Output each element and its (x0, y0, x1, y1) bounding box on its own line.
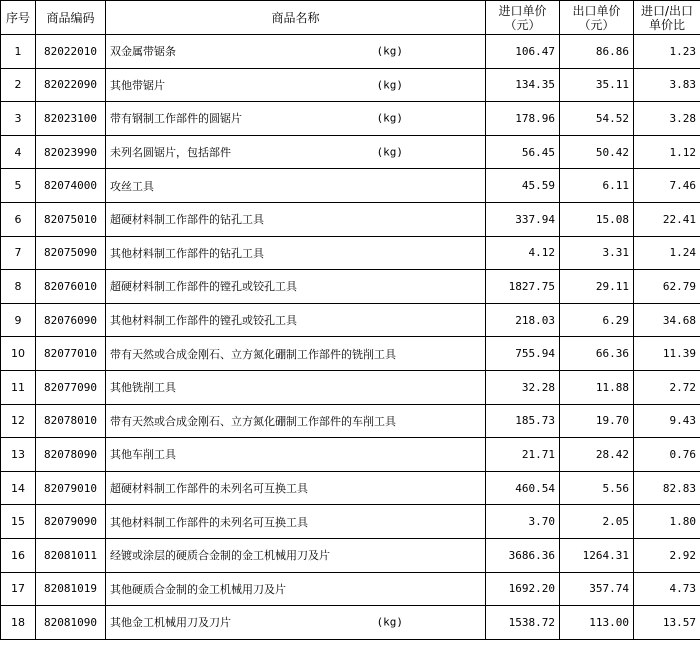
row-name (106, 236, 486, 270)
row-name-text: 其他金工机械用刀及刀片 (110, 616, 231, 630)
table-row (1, 370, 700, 404)
row-import-price: 1538.72 (486, 606, 560, 640)
table-row (1, 135, 700, 169)
row-code: 82078010 (36, 404, 106, 438)
row-name (106, 572, 486, 606)
row-export-price: 1264.31 (560, 538, 634, 572)
table-row (1, 68, 700, 102)
row-code: 82023990 (36, 135, 106, 169)
row-export-price: 2.05 (560, 505, 634, 539)
row-export-price: 3.31 (560, 236, 634, 270)
row-name-text: 其他车削工具 (110, 448, 176, 462)
row-ratio: 2.72 (634, 370, 700, 404)
row-index: 4 (1, 135, 36, 169)
row-export-price: 28.42 (560, 438, 634, 472)
row-ratio: 3.83 (634, 68, 700, 102)
row-import-price: 3686.36 (486, 538, 560, 572)
row-export-price: 66.36 (560, 337, 634, 371)
row-name-text: 未列名圆锯片，包括部件 (110, 146, 231, 160)
header-ratio: 进口/出口 单价比 (634, 1, 700, 35)
table-row (1, 471, 700, 505)
row-code: 82022010 (36, 35, 106, 69)
row-unit: (kg) (376, 78, 403, 92)
row-index: 11 (1, 370, 36, 404)
row-name (106, 303, 486, 337)
row-index: 15 (1, 505, 36, 539)
row-import-price: 4.12 (486, 236, 560, 270)
row-export-price: 113.00 (560, 606, 634, 640)
table-header-row (1, 1, 700, 35)
row-code: 82076090 (36, 303, 106, 337)
row-ratio: 7.46 (634, 169, 700, 203)
row-code: 82081019 (36, 572, 106, 606)
row-import-price: 755.94 (486, 337, 560, 371)
row-name (106, 35, 486, 69)
table-row (1, 505, 700, 539)
row-name-text: 带有天然或合成金刚石、立方氮化硼制工作部件的铣削工具 (110, 347, 396, 361)
row-name (106, 606, 486, 640)
row-import-price: 1692.20 (486, 572, 560, 606)
row-name (106, 438, 486, 472)
row-export-price: 50.42 (560, 135, 634, 169)
row-index: 10 (1, 337, 36, 371)
row-import-price: 3.70 (486, 505, 560, 539)
row-name-text: 超硬材料制工作部件的镗孔或铰孔工具 (110, 280, 297, 294)
header-code: 商品编码 (36, 1, 106, 35)
header-index: 序号 (1, 1, 36, 35)
row-code: 82076010 (36, 270, 106, 304)
row-ratio: 3.28 (634, 102, 700, 136)
row-import-price: 106.47 (486, 35, 560, 69)
row-index: 7 (1, 236, 36, 270)
row-code: 82077090 (36, 370, 106, 404)
row-name (106, 538, 486, 572)
row-code: 82079090 (36, 505, 106, 539)
row-import-price: 460.54 (486, 471, 560, 505)
row-ratio: 0.76 (634, 438, 700, 472)
row-import-price: 134.35 (486, 68, 560, 102)
row-code: 82081011 (36, 538, 106, 572)
row-unit: (kg) (376, 44, 403, 58)
row-export-price: 15.08 (560, 202, 634, 236)
row-name-text: 其他带锯片 (110, 78, 165, 92)
row-index: 9 (1, 303, 36, 337)
row-ratio: 1.12 (634, 135, 700, 169)
table-row (1, 169, 700, 203)
row-import-price: 1827.75 (486, 270, 560, 304)
row-ratio: 82.83 (634, 471, 700, 505)
row-name-text: 双金属带锯条 (110, 45, 176, 59)
row-name-text: 其他材料制工作部件的未列名可互换工具 (110, 515, 308, 529)
row-name (106, 505, 486, 539)
table-row (1, 538, 700, 572)
row-name (106, 404, 486, 438)
row-name-text: 其他铣削工具 (110, 381, 176, 395)
row-index: 13 (1, 438, 36, 472)
row-name-text: 其他硬质合金制的金工机械用刀及片 (110, 582, 286, 596)
row-index: 2 (1, 68, 36, 102)
row-index: 14 (1, 471, 36, 505)
row-name (106, 169, 486, 203)
row-import-price: 56.45 (486, 135, 560, 169)
row-export-price: 54.52 (560, 102, 634, 136)
table-row (1, 572, 700, 606)
table-row (1, 337, 700, 371)
table-row (1, 404, 700, 438)
row-ratio: 1.23 (634, 35, 700, 69)
row-code: 82023100 (36, 102, 106, 136)
row-index: 16 (1, 538, 36, 572)
row-name (106, 471, 486, 505)
table-row (1, 270, 700, 304)
row-index: 5 (1, 169, 36, 203)
row-index: 8 (1, 270, 36, 304)
row-ratio: 62.79 (634, 270, 700, 304)
row-name-text: 经镀或涂层的硬质合金制的金工机械用刀及片 (110, 549, 330, 563)
row-ratio: 34.68 (634, 303, 700, 337)
row-code: 82022090 (36, 68, 106, 102)
row-index: 18 (1, 606, 36, 640)
row-code: 82079010 (36, 471, 106, 505)
row-name (106, 370, 486, 404)
row-ratio: 9.43 (634, 404, 700, 438)
row-name-text: 超硬材料制工作部件的钻孔工具 (110, 213, 264, 227)
table-row (1, 438, 700, 472)
table-row (1, 102, 700, 136)
row-code: 82075010 (36, 202, 106, 236)
header-export-price: 出口单价 （元） (560, 1, 634, 35)
row-ratio: 22.41 (634, 202, 700, 236)
row-unit: (kg) (376, 145, 403, 159)
row-name-text: 其他材料制工作部件的镗孔或铰孔工具 (110, 314, 297, 328)
row-name (106, 202, 486, 236)
row-import-price: 45.59 (486, 169, 560, 203)
row-code: 82081090 (36, 606, 106, 640)
row-ratio: 1.24 (634, 236, 700, 270)
row-name (106, 337, 486, 371)
row-export-price: 29.11 (560, 270, 634, 304)
row-import-price: 218.03 (486, 303, 560, 337)
row-export-price: 5.56 (560, 471, 634, 505)
row-index: 17 (1, 572, 36, 606)
row-import-price: 21.71 (486, 438, 560, 472)
row-import-price: 32.28 (486, 370, 560, 404)
row-name-text: 攻丝工具 (110, 179, 154, 193)
row-export-price: 11.88 (560, 370, 634, 404)
row-export-price: 35.11 (560, 68, 634, 102)
row-export-price: 357.74 (560, 572, 634, 606)
row-name (106, 68, 486, 102)
row-export-price: 86.86 (560, 35, 634, 69)
row-unit: (kg) (376, 615, 403, 629)
table-row (1, 202, 700, 236)
row-name-text: 带有钢制工作部件的圆锯片 (110, 112, 242, 126)
row-name-text: 带有天然或合成金刚石、立方氮化硼制工作部件的车削工具 (110, 414, 396, 428)
row-ratio: 4.73 (634, 572, 700, 606)
row-export-price: 19.70 (560, 404, 634, 438)
row-index: 6 (1, 202, 36, 236)
table-row (1, 303, 700, 337)
table-row (1, 35, 700, 69)
header-import-price: 进口单价 （元） (486, 1, 560, 35)
row-name-text: 超硬材料制工作部件的未列名可互换工具 (110, 482, 308, 496)
row-name-text: 其他材料制工作部件的钻孔工具 (110, 246, 264, 260)
row-import-price: 178.96 (486, 102, 560, 136)
row-ratio: 1.80 (634, 505, 700, 539)
row-ratio: 13.57 (634, 606, 700, 640)
row-import-price: 185.73 (486, 404, 560, 438)
table-row (1, 236, 700, 270)
row-name (106, 102, 486, 136)
row-index: 1 (1, 35, 36, 69)
row-ratio: 11.39 (634, 337, 700, 371)
row-unit: (kg) (376, 111, 403, 125)
row-index: 12 (1, 404, 36, 438)
row-index: 3 (1, 102, 36, 136)
row-name (106, 270, 486, 304)
row-code: 82075090 (36, 236, 106, 270)
row-export-price: 6.29 (560, 303, 634, 337)
row-import-price: 337.94 (486, 202, 560, 236)
table-row (1, 606, 700, 640)
row-code: 82078090 (36, 438, 106, 472)
row-export-price: 6.11 (560, 169, 634, 203)
row-ratio: 2.92 (634, 538, 700, 572)
row-name (106, 135, 486, 169)
row-code: 82077010 (36, 337, 106, 371)
header-name: 商品名称 (106, 1, 486, 35)
row-code: 82074000 (36, 169, 106, 203)
